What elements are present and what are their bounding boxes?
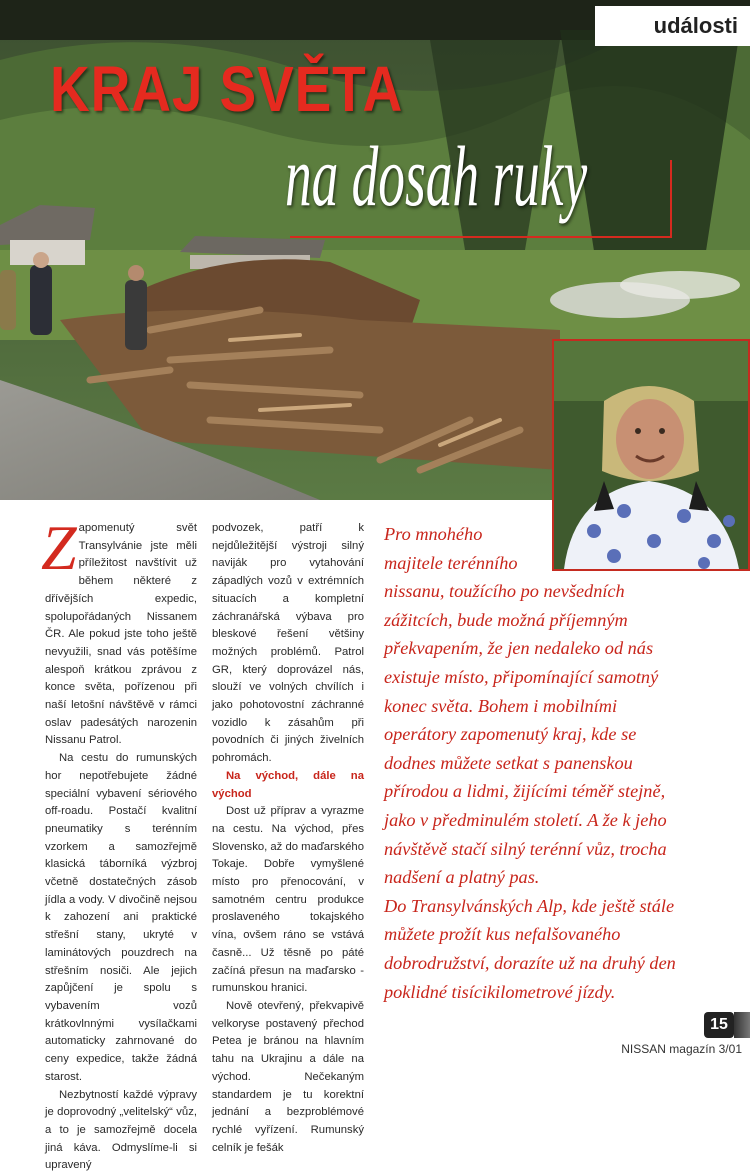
quote-line: můžete prožít kus nefalšovaného	[384, 920, 746, 949]
quote-line: majitele terénního	[384, 549, 746, 578]
subheading: Na východ, dále na východ	[212, 768, 364, 803]
headline-main: KRAJ SVĚTA	[50, 52, 403, 126]
magazine-footer: NISSAN magazín 3/01	[621, 1042, 742, 1056]
quote-line: poklidné tisícikilometrové jízdy.	[384, 978, 746, 1007]
section-label: události	[654, 13, 738, 39]
quote-line: dobrodružství, dorazíte už na druhý den	[384, 949, 746, 978]
article-column-2	[212, 520, 364, 1157]
quote-line: nissanu, toužícího po nevšedních	[384, 577, 746, 606]
article-column-1	[45, 520, 197, 1175]
quote-line: přírodou a lidmi, žijícími téměř stejně,	[384, 777, 746, 806]
quote-line: překvapením, že jen nedaleko od nás	[384, 634, 746, 663]
quote-line: dodnes můžete setkat s panenskou	[384, 749, 746, 778]
quote-line: existuje místo, připomínající samotný	[384, 663, 746, 692]
quote-line: Do Transylvánských Alp, kde ještě stále	[384, 892, 746, 921]
paragraph	[45, 520, 197, 750]
quote-line: nadšení a platný pas.	[384, 863, 746, 892]
pull-quote	[384, 520, 746, 1006]
quote-line: jako v předminulém století. A že k jeho	[384, 806, 746, 835]
paragraph: Nezbytností každé výpravy je doprovodný „velitelský“ vůz, a to je samozřejmě docela jiná káva. Odmyslíme-li si upravený	[45, 1087, 197, 1175]
section-tab	[595, 6, 750, 46]
page-number-stripe	[734, 1012, 750, 1038]
headline-sub: na dosah ruky	[285, 126, 587, 226]
quote-line: operátory zapomenutý kraj, kde se	[384, 720, 746, 749]
page-number: 15	[704, 1012, 734, 1038]
paragraph: Nově otevřený, překvapivě velkoryse postavený přechod Petea je bránou na hlavním tahu na Ukrajinu a dále na východ. Nečekaným standardem je tu korektní jednání a bezproblémové rychlé vyřízení. Rumunský celník je fešák	[212, 998, 364, 1157]
title-rule-vertical	[670, 160, 672, 238]
title-rule	[290, 236, 672, 238]
paragraph: Dost už příprav a vyrazme na cestu. Na východ, přes Slovensko, až do maďarského Tokaje. Dobře vymyšlené místo pro přenocování, v samotném centru produkce proslaveného tokajského vína, ovšem ráno se vstává časně... Už těsně po páté začíná přesun na maďarsko - rumunskou hranici.	[212, 803, 364, 998]
paragraph: Na cestu do rumunských hor nepotřebujete žádné speciální vybavení sériového off-roadu. Postačí kvalitní pneumatiky s terénním vzorkem a samozřejmě klasická táborníká výzbroj včetně dostatečných zásob jídla a vody. V divočině nejsou k zahození ani praktické střešní stany, ukryté v laminátových pouzdrech na střešním nosiči. Ale jejich zapůjčení je spolu s vybavením vozů krátkovlnnými vysílačkami automaticky zahrnované do ceny expedice, takže žádná starost.	[45, 750, 197, 1086]
quote-line: návštěvě stačí silný terénní vůz, trocha	[384, 835, 746, 864]
quote-line: konec světa. Bohem i mobilními	[384, 692, 746, 721]
quote-line: zážitcích, bude možná příjemným	[384, 606, 746, 635]
quote-line: Pro mnohého	[384, 520, 746, 549]
drop-cap: Z	[41, 520, 77, 576]
paragraph-text: apomenutý svět Transylvánie jste měli příležitost navštívit už během některé z dřívějších expedic, spolupořádaných Nissanem ČR. Ale pokud jste toho ještě nevyužili, snad vás potěšíme alespoň krátkou zprávou z konce světa, pořízenou při naší letošní návštěvě v rámci oslav padesátých narozenin Nissanu Patrol.	[45, 522, 197, 746]
paragraph: podvozek, patří k nejdůležitější výstroji silný naviják pro vytahování západlých vozů v extrémních situacích a kompletní záchranářská výbava pro bleskové řešení většiny možných problémů. Patrol GR, který doprovázel nás, slouží ve volných chvílích i jako pohotovostní záchranné vozidlo k zásahům při povodních či jiných živelních pohromách.	[212, 520, 364, 768]
